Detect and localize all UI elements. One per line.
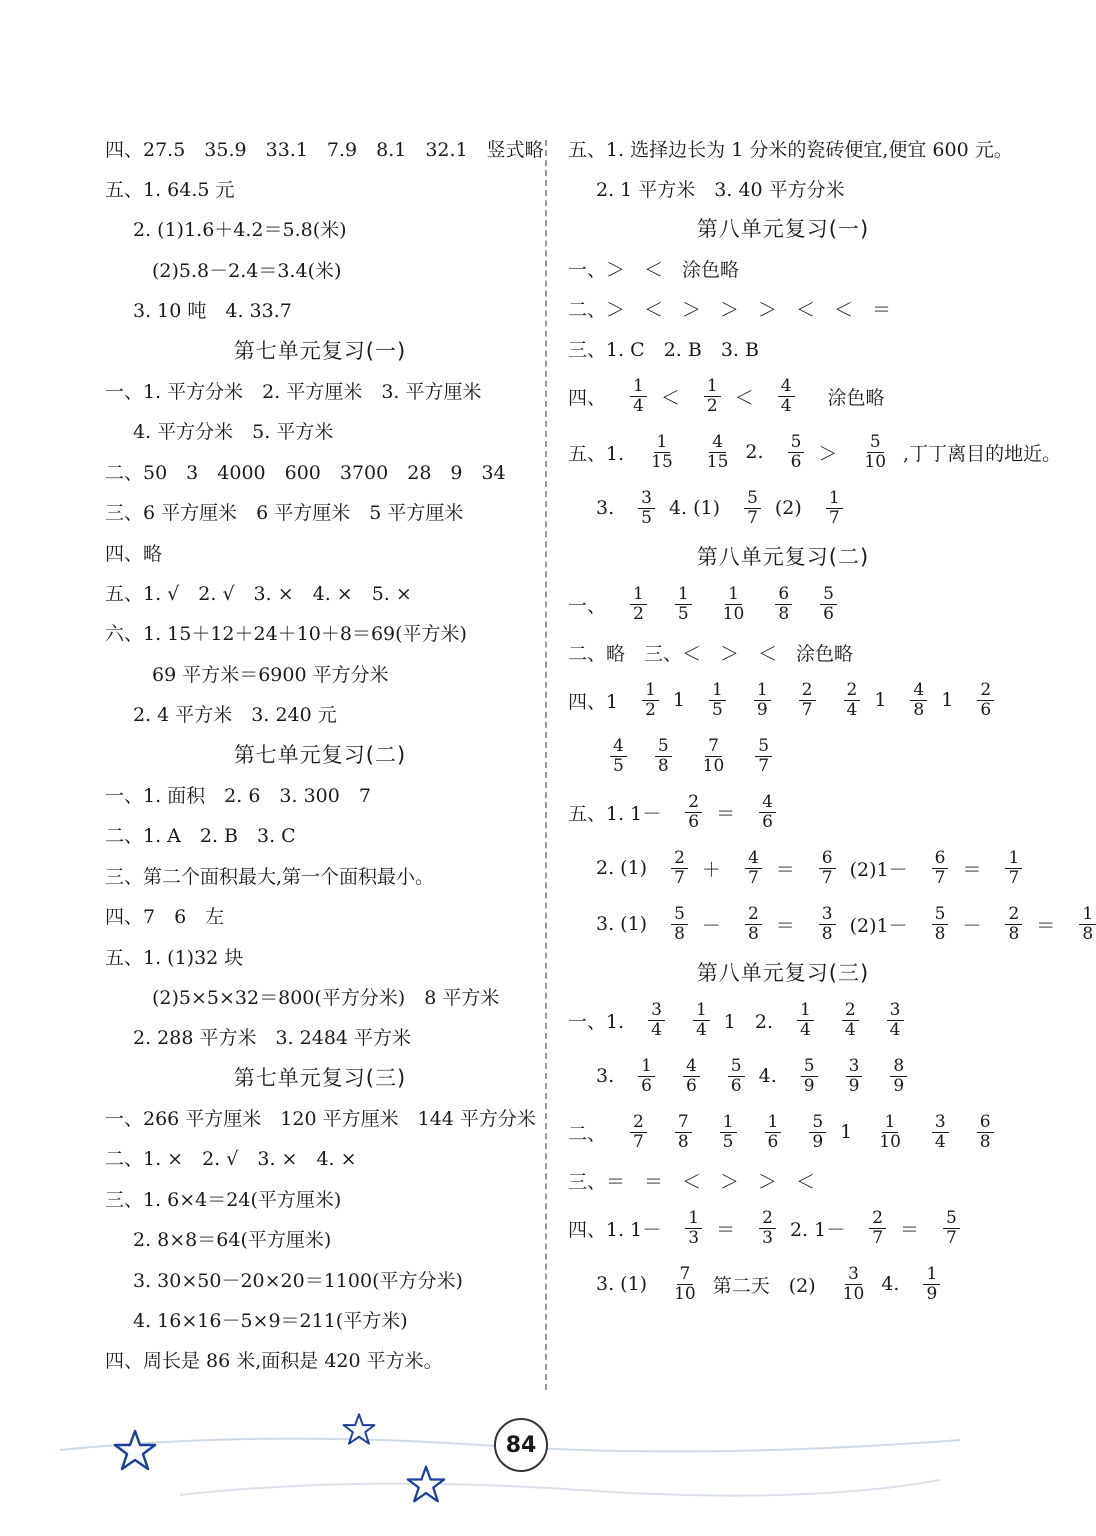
answer-line — [568, 368, 998, 424]
answer-line: 一、＞ ＜ 涂色略 — [568, 258, 740, 281]
fraction-denominator: 8 — [657, 755, 669, 776]
fraction-numerator: 3 — [648, 1001, 665, 1021]
answer-line — [568, 840, 1020, 896]
answer-text: ＝ — [716, 1218, 736, 1241]
fraction-denominator: 7 — [946, 1227, 957, 1248]
fraction — [709, 681, 726, 720]
fraction-denominator: 15 — [651, 451, 673, 472]
fraction-denominator: 4 — [889, 1019, 901, 1040]
fraction-numerator: 4 — [610, 737, 627, 757]
fraction-numerator: 5 — [744, 489, 761, 509]
answer-line: 四、27.5 35.9 33.1 7.9 8.1 32.1 竖式略 — [105, 138, 544, 161]
fraction — [932, 905, 949, 944]
fraction — [685, 1209, 702, 1248]
answer-line: 一、1. 面积 2. 6 3. 300 7 — [105, 784, 371, 807]
fraction-numerator: 2 — [799, 681, 816, 701]
answer-line: 四、周长是 86 米,面积是 420 平方米。 — [105, 1350, 443, 1373]
fraction-numerator: 4 — [759, 793, 776, 813]
fraction-denominator: 6 — [980, 699, 992, 720]
star-icon — [406, 1464, 446, 1504]
fraction-numerator: 2 — [869, 1209, 886, 1229]
answer-text: ＋ — [701, 858, 721, 881]
answer-line: 4. 16×16－5×9＝211(平方米) — [133, 1310, 408, 1333]
answer-line: 2. 1 平方米 3. 40 平方分米 — [596, 178, 845, 201]
fraction-numerator: 1 — [797, 1001, 814, 1021]
section-heading: 第七单元复习(一) — [233, 339, 407, 364]
right-column — [568, 128, 1094, 1312]
fraction-denominator: 4 — [780, 395, 792, 416]
fraction — [826, 489, 843, 528]
fraction-denominator: 10 — [674, 1283, 696, 1304]
fraction-numerator: 3 — [845, 1265, 862, 1285]
fraction — [675, 1113, 692, 1152]
section-heading: 第八单元复习(二) — [696, 545, 870, 569]
fraction — [759, 1209, 776, 1248]
fraction-denominator: 5 — [712, 699, 723, 720]
fraction-denominator: 9 — [848, 1075, 860, 1096]
fraction-denominator: 8 — [1082, 923, 1094, 944]
fraction — [775, 585, 792, 624]
fraction-denominator: 4 — [934, 1131, 946, 1152]
column-divider — [545, 140, 547, 1390]
fraction — [630, 377, 647, 416]
answer-text: 4. (1) — [668, 497, 721, 519]
fraction-numerator: 2 — [630, 1113, 647, 1133]
fraction-denominator: 8 — [821, 923, 833, 944]
fraction — [704, 433, 732, 472]
fraction-numerator: 1 — [675, 585, 692, 605]
fraction-denominator: 9 — [803, 1075, 815, 1096]
answer-text: 3. — [596, 1065, 615, 1087]
fraction-numerator: 2 — [1005, 905, 1022, 925]
answer-text: 第二天 (2) — [712, 1274, 816, 1297]
fraction-denominator: 2 — [633, 603, 644, 624]
fraction-numerator: 1 — [654, 433, 671, 453]
fraction — [754, 681, 771, 720]
answer-line: 三、＝ ＝ ＜ ＞ ＞ ＜ — [568, 1170, 816, 1193]
fraction-denominator: 9 — [756, 699, 768, 720]
fraction-denominator: 5 — [641, 507, 652, 528]
fraction-numerator: 2 — [759, 1209, 776, 1229]
fraction-denominator: 8 — [913, 699, 925, 720]
fraction — [720, 1113, 737, 1152]
answer-text: 五、1. 1－ — [568, 802, 662, 825]
fraction-denominator: 7 — [747, 867, 759, 888]
answer-text: 四、1. 1－ — [568, 1218, 662, 1241]
fraction-numerator: 1 — [1005, 849, 1022, 869]
fraction-denominator: 7 — [1008, 867, 1020, 888]
fraction — [842, 1001, 859, 1040]
answer-line: 二、略 三、＜ ＞ ＜ 涂色略 — [568, 642, 854, 665]
fraction — [861, 433, 889, 472]
fraction — [765, 1113, 782, 1152]
fraction — [819, 905, 836, 944]
fraction — [788, 433, 805, 472]
fraction-denominator: 7 — [747, 507, 758, 528]
answer-text: 五、1. — [568, 442, 625, 465]
fraction — [630, 585, 647, 624]
answer-text: ＝ — [716, 802, 736, 825]
fraction-numerator: 4 — [683, 1057, 700, 1077]
fraction-numerator: 1 — [754, 681, 771, 701]
answer-line: 69 平方米＝6900 平方分米 — [133, 663, 389, 686]
answer-text: 1 — [840, 1121, 853, 1143]
fraction-numerator: 1 — [765, 1113, 782, 1133]
answer-text: 四、 — [568, 386, 607, 409]
fraction-numerator: 2 — [844, 681, 861, 701]
fraction-denominator: 6 — [762, 811, 773, 832]
fraction — [799, 681, 816, 720]
answer-line — [568, 992, 998, 1048]
fraction — [932, 1113, 949, 1152]
fraction — [704, 377, 721, 416]
fraction — [728, 1057, 745, 1096]
answer-text: ＝ — [1036, 914, 1056, 937]
fraction-numerator: 1 — [720, 1113, 737, 1133]
answer-line — [568, 784, 998, 840]
fraction — [671, 849, 688, 888]
fraction-denominator: 7 — [674, 867, 685, 888]
fraction-numerator: 6 — [932, 849, 949, 869]
answer-text: 一、1. — [568, 1010, 625, 1033]
fraction — [683, 1057, 700, 1096]
fraction-numerator: 2 — [671, 849, 688, 869]
fraction-numerator: 1 — [923, 1265, 940, 1285]
fraction-denominator: 6 — [641, 1075, 652, 1096]
answer-text: 一、 — [568, 594, 607, 617]
fraction-numerator: 1 — [725, 585, 742, 605]
fraction-numerator: 3 — [932, 1113, 949, 1133]
fraction-numerator: 1 — [882, 1113, 899, 1133]
answer-text: 四、1 — [568, 690, 619, 713]
answer-line: 4. 平方分米 5. 平方米 — [133, 421, 334, 444]
fraction — [638, 1057, 655, 1096]
answer-line: (2)5.8－2.4＝3.4(米) — [133, 259, 342, 282]
section-heading: 第七单元复习(二) — [233, 743, 407, 768]
fraction-denominator: 10 — [864, 451, 887, 472]
fraction — [844, 681, 861, 720]
fraction-denominator: 10 — [879, 1131, 901, 1152]
fraction-numerator: 6 — [819, 849, 836, 869]
fraction-denominator: 8 — [677, 1131, 689, 1152]
fraction-numerator: 1 — [693, 1001, 710, 1021]
answer-line — [568, 1256, 998, 1312]
fraction-denominator: 7 — [633, 1131, 644, 1152]
fraction — [642, 681, 659, 720]
answer-line: 六、1. 15＋12＋24＋10＋8＝69(平方米) — [105, 623, 467, 646]
fraction-numerator: 1 — [704, 377, 721, 397]
fraction — [1005, 905, 1022, 944]
answer-line — [568, 896, 1094, 952]
answer-line: 3. 30×50－20×20＝1100(平方分米) — [133, 1269, 463, 1292]
fraction-denominator: 7 — [758, 755, 770, 776]
answer-text: ＝ — [962, 858, 982, 881]
answer-text: － — [701, 914, 721, 937]
fraction-denominator: 6 — [730, 1075, 742, 1096]
fraction-denominator: 4 — [651, 1019, 662, 1040]
fraction-denominator: 4 — [844, 1019, 856, 1040]
fraction — [759, 793, 776, 832]
fraction — [648, 1001, 665, 1040]
fraction-numerator: 4 — [709, 433, 726, 453]
fraction — [801, 1057, 818, 1096]
fraction-denominator: 8 — [1008, 923, 1020, 944]
fraction-denominator: 8 — [674, 923, 685, 944]
fraction-denominator: 5 — [613, 755, 624, 776]
fraction — [932, 849, 949, 888]
fraction-denominator: 8 — [747, 923, 759, 944]
answer-text: 2. 1－ — [789, 1218, 846, 1241]
fraction-numerator: 8 — [890, 1057, 907, 1077]
fraction-denominator: 3 — [762, 1227, 773, 1248]
fraction — [923, 1265, 940, 1304]
fraction-numerator: 4 — [778, 377, 795, 397]
fraction-denominator: 10 — [702, 755, 725, 776]
answer-text: 1 — [874, 689, 887, 711]
fraction-numerator: 3 — [638, 489, 655, 509]
section-heading: 第七单元复习(三) — [233, 1066, 407, 1091]
answer-line: 三、6 平方厘米 6 平方厘米 5 平方厘米 — [105, 502, 464, 525]
fraction-denominator: 9 — [926, 1283, 938, 1304]
answer-line: 三、1. C 2. B 3. B — [568, 338, 759, 361]
fraction-numerator: 5 — [728, 1057, 745, 1077]
fraction-denominator: 10 — [842, 1283, 865, 1304]
fraction-denominator: 8 — [979, 1131, 991, 1152]
answer-line: 五、1. 选择边长为 1 分米的瓷砖便宜,便宜 600 元。 — [568, 138, 1013, 161]
fraction-numerator: 5 — [755, 737, 772, 757]
fraction — [977, 681, 994, 720]
fraction-numerator: 5 — [943, 1209, 960, 1229]
fraction-numerator: 5 — [809, 1113, 826, 1133]
answer-text: 3. (1) — [596, 913, 648, 935]
fraction — [638, 489, 655, 528]
fraction-numerator: 5 — [671, 905, 688, 925]
fraction-denominator: 5 — [722, 1131, 734, 1152]
answer-line — [568, 1104, 998, 1160]
answer-text: ＝ — [900, 1218, 920, 1241]
fraction — [720, 585, 748, 624]
fraction-numerator: 6 — [775, 585, 792, 605]
fraction — [671, 1265, 699, 1304]
fraction-numerator: 1 — [826, 489, 843, 509]
fraction — [610, 737, 627, 776]
fraction — [943, 1209, 960, 1248]
fraction-numerator: 5 — [932, 905, 949, 925]
answer-line: 四、7 6 左 — [105, 906, 225, 929]
fraction — [744, 489, 761, 528]
fraction-denominator: 7 — [934, 867, 946, 888]
fraction — [648, 433, 676, 472]
answer-line: 3. 10 吨 4. 33.7 — [133, 300, 292, 323]
answer-line: 一、266 平方厘米 120 平方厘米 144 平方分米 — [105, 1108, 536, 1131]
answer-line: 四、略 — [105, 542, 163, 565]
section-heading: 第八单元复习(一) — [696, 217, 870, 241]
answer-text: (2)1－ — [849, 914, 908, 937]
fraction — [809, 1113, 826, 1152]
fraction — [910, 681, 927, 720]
fraction-numerator: 1 — [709, 681, 726, 701]
answer-text: － — [962, 914, 982, 937]
answer-line: 2. (1)1.6＋4.2＝5.8(米) — [133, 219, 347, 242]
answer-text: 二、 — [568, 1122, 607, 1145]
fraction — [671, 905, 688, 944]
fraction-denominator: 7 — [801, 699, 813, 720]
fraction — [1005, 849, 1022, 888]
answer-text: 4. — [758, 1065, 777, 1087]
answer-text: ＝ — [775, 858, 795, 881]
fraction — [685, 793, 702, 832]
fraction-denominator: 6 — [823, 603, 834, 624]
fraction-denominator: 4 — [633, 395, 644, 416]
fraction-denominator: 10 — [722, 603, 745, 624]
fraction-denominator: 8 — [778, 603, 790, 624]
fraction-denominator: 3 — [688, 1227, 700, 1248]
answer-text: 1 — [672, 689, 686, 711]
fraction-numerator: 3 — [819, 905, 836, 925]
left-column — [105, 128, 544, 1380]
fraction — [876, 1113, 904, 1152]
answer-line: 二、50 3 4000 600 3700 28 9 34 — [105, 461, 506, 484]
answer-line — [568, 576, 998, 632]
answer-line — [568, 728, 998, 784]
fraction-numerator: 2 — [745, 905, 762, 925]
fraction-numerator: 4 — [745, 849, 762, 869]
answer-text: (2) — [774, 497, 802, 519]
fraction-numerator: 1 — [638, 1057, 655, 1077]
fraction-denominator: 5 — [677, 603, 689, 624]
fraction-numerator: 7 — [705, 737, 722, 757]
answer-text: 1 — [941, 689, 954, 711]
section-heading: 第八单元复习(三) — [696, 961, 870, 985]
fraction-numerator: 5 — [867, 433, 884, 453]
fraction — [675, 585, 692, 624]
answer-text: 3. — [596, 497, 615, 519]
answer-line: 三、1. 6×4＝24(平方厘米) — [105, 1188, 342, 1211]
answer-line: 三、第二个面积最大,第一个面积最小。 — [105, 865, 435, 888]
answer-text: ＝ — [775, 914, 795, 937]
answer-line: 二、1. × 2. √ 3. × 4. × — [105, 1148, 357, 1171]
fraction-numerator: 3 — [887, 1001, 904, 1021]
fraction-numerator: 1 — [630, 585, 647, 605]
fraction-denominator: 9 — [893, 1075, 905, 1096]
fraction-numerator: 2 — [685, 793, 702, 813]
fraction — [693, 1001, 710, 1040]
fraction-denominator: 7 — [821, 867, 833, 888]
answer-line: (2)5×5×32＝800(平方分米) 8 平方米 — [133, 986, 500, 1009]
fraction — [977, 1113, 994, 1152]
star-icon — [113, 1428, 157, 1472]
fraction — [700, 737, 728, 776]
fraction-numerator: 5 — [801, 1057, 818, 1077]
fraction — [846, 1057, 863, 1096]
answer-text: 4. — [881, 1273, 900, 1295]
answer-text: 1 2. — [723, 1010, 774, 1033]
star-icon — [342, 1412, 376, 1446]
fraction-numerator: 3 — [846, 1057, 863, 1077]
answer-line: 2. 288 平方米 3. 2484 平方米 — [133, 1027, 412, 1050]
fraction — [745, 905, 762, 944]
fraction-denominator: 6 — [790, 451, 802, 472]
fraction — [745, 849, 762, 888]
answer-line — [568, 480, 998, 536]
fraction-numerator: 7 — [677, 1265, 694, 1285]
answer-line: 五、1. 64.5 元 — [105, 179, 235, 202]
answer-line: 2. 4 平方米 3. 240 元 — [133, 704, 337, 727]
fraction-denominator: 15 — [706, 451, 729, 472]
fraction-numerator: 1 — [630, 377, 647, 397]
fraction-numerator: 1 — [1079, 905, 1096, 925]
fraction — [840, 1265, 868, 1304]
answer-text: ＜ — [660, 386, 680, 409]
fraction-numerator: 4 — [910, 681, 927, 701]
answer-text: ＞ — [818, 442, 838, 465]
fraction-denominator: 4 — [800, 1019, 811, 1040]
answer-line — [568, 672, 998, 728]
fraction-denominator: 4 — [846, 699, 858, 720]
answer-line: 二、1. A 2. B 3. C — [105, 825, 296, 848]
fraction — [819, 849, 836, 888]
answer-text: 3. (1) — [596, 1273, 648, 1295]
fraction — [1079, 905, 1096, 944]
answer-line: 五、1. √ 2. √ 3. × 4. × 5. × — [105, 582, 412, 605]
fraction — [890, 1057, 907, 1096]
answer-line: 五、1. (1)32 块 — [105, 946, 244, 969]
answer-text: 2. — [745, 441, 764, 463]
fraction — [797, 1001, 814, 1040]
fraction-denominator: 6 — [688, 811, 700, 832]
fraction — [820, 585, 837, 624]
fraction-denominator: 6 — [685, 1075, 697, 1096]
fraction — [778, 377, 795, 416]
answer-text: 涂色略 — [808, 386, 885, 409]
answer-line — [568, 1048, 998, 1104]
page-number: 84 — [494, 1418, 548, 1472]
answer-line: 二、＞ ＜ ＞ ＞ ＞ ＜ ＜ ＝ — [568, 298, 892, 321]
fraction-denominator: 6 — [767, 1131, 779, 1152]
fraction — [869, 1209, 886, 1248]
fraction — [887, 1001, 904, 1040]
answer-line — [568, 1200, 998, 1256]
answer-text: (2)1－ — [849, 858, 908, 881]
answer-line: 2. 8×8＝64(平方厘米) — [133, 1229, 332, 1252]
fraction — [755, 737, 772, 776]
fraction-denominator: 4 — [695, 1019, 707, 1040]
fraction-denominator: 2 — [706, 395, 718, 416]
fraction-numerator: 5 — [788, 433, 805, 453]
answer-text: ＜ — [734, 386, 754, 409]
fraction-numerator: 1 — [685, 1209, 702, 1229]
fraction-numerator: 2 — [977, 681, 994, 701]
fraction-numerator: 1 — [642, 681, 659, 701]
answer-text: 2. (1) — [596, 857, 648, 879]
fraction — [655, 737, 672, 776]
fraction-numerator: 6 — [977, 1113, 994, 1133]
fraction-denominator: 9 — [812, 1131, 824, 1152]
fraction-numerator: 5 — [820, 585, 837, 605]
answer-text: ,丁丁离目的地近。 — [903, 442, 1062, 465]
fraction-denominator: 7 — [872, 1227, 884, 1248]
answer-line — [568, 424, 1062, 480]
fraction — [630, 1113, 647, 1152]
fraction-denominator: 8 — [934, 923, 946, 944]
fraction-denominator: 2 — [645, 699, 656, 720]
fraction-numerator: 2 — [842, 1001, 859, 1021]
fraction-numerator: 5 — [655, 737, 672, 757]
fraction-numerator: 7 — [675, 1113, 692, 1133]
answer-line: 一、1. 平方分米 2. 平方厘米 3. 平方厘米 — [105, 381, 482, 404]
fraction-denominator: 7 — [828, 507, 840, 528]
